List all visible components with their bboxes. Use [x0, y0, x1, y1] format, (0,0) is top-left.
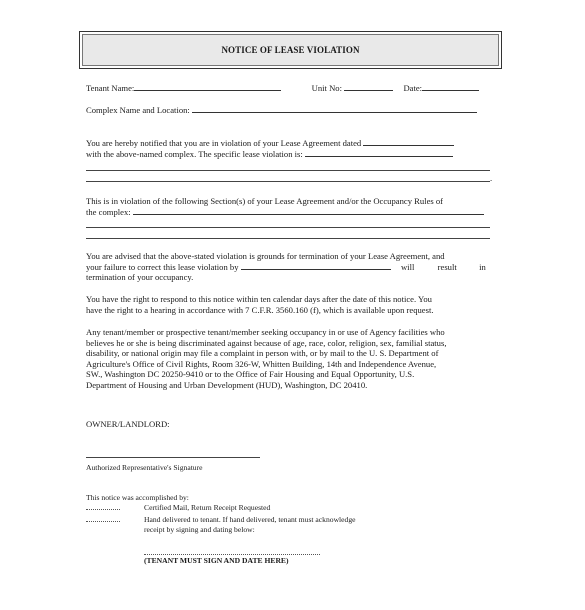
tenant-name-label: Tenant Name:: [86, 83, 135, 93]
respond-line-1: You have the right to respond to this notice within ten calendar days after the date of this notice. You: [86, 294, 432, 304]
discrimination-line-6: Department of Housing and Urban Development (HUD), Washington, DC 20410.: [86, 379, 368, 390]
hand-delivered-line-1: Hand delivered to tenant. If hand delivered, tenant must acknowledge: [144, 515, 356, 524]
tenant-info-row: [86, 83, 496, 94]
certified-mail-text: Certified Mail, Return Receipt Requested: [144, 503, 271, 512]
termination-word-in: in: [479, 261, 486, 272]
termination-line-2a: your failure to correct this lease violation by: [86, 261, 239, 272]
violation-line-2: with the above-named complex. The specific lease violation is:: [86, 148, 303, 159]
section-line-2: the complex:: [86, 206, 131, 217]
hand-delivered-option: [86, 514, 120, 525]
violation-field[interactable]: [305, 149, 453, 157]
tenant-sign-instruction: (TENANT MUST SIGN AND DATE HERE): [144, 556, 289, 565]
discrimination-paragraph: [86, 327, 496, 391]
violation-line-1: You are hereby notified that you are in violation of your Lease Agreement dated: [86, 138, 362, 148]
lease-date-field[interactable]: [363, 138, 454, 146]
section-rule-2[interactable]: [86, 238, 490, 239]
hand-delivered-line-2: receipt by signing and dating below:: [144, 524, 255, 534]
termination-paragraph: [86, 251, 496, 283]
right-to-respond-paragraph: [86, 294, 496, 315]
tenant-signature-line[interactable]: [144, 548, 320, 555]
discrimination-line-1: Any tenant/member or prospective tenant/member seeking occupancy in or use of Agency facilities who: [86, 327, 445, 337]
section-rule-1[interactable]: [86, 227, 490, 228]
hand-delivered-text: [144, 515, 404, 534]
discrimination-line-3: disability, or national origin may file a complaint in person with, or by mail to the U. S. Department of: [86, 348, 439, 359]
signature-label: Authorized Representative's Signature: [86, 463, 203, 472]
unit-no-field[interactable]: [344, 83, 393, 91]
certified-mail-checkline[interactable]: [86, 503, 120, 510]
title-box: [79, 31, 502, 69]
discrimination-line-5: SW., Washington DC 20250-9410 or to the Office of Fair Housing and Equal Opportunity, U.S.: [86, 369, 415, 380]
hand-delivered-checkline[interactable]: [86, 515, 120, 522]
respond-line-2: have the right to a hearing in accordance with 7 C.F.R. 3560.160 (f), which is available upon request.: [86, 304, 434, 315]
termination-word-will: will: [400, 261, 415, 272]
date-label: Date:: [403, 83, 423, 93]
complex-label: Complex Name and Location:: [86, 105, 190, 115]
tenant-name-field[interactable]: [134, 83, 281, 91]
accomplished-label: This notice was accomplished by:: [86, 493, 189, 502]
discrimination-line-4: Agriculture's Office of Civil Rights, Room 326-W, Whitten Building, 14th and Independence Avenue,: [86, 358, 437, 369]
termination-line-1: You are advised that the above-stated violation is grounds for termination of your Lease Agreement, and: [86, 251, 445, 261]
certified-mail-option: [86, 502, 120, 513]
violation-paragraph: [86, 138, 496, 159]
termination-line-3: termination of your occupancy.: [86, 272, 194, 283]
complex-row: [86, 105, 496, 116]
section-field[interactable]: [133, 207, 484, 215]
signature-line[interactable]: [86, 457, 260, 458]
unit-no-label: Unit No:: [311, 83, 342, 93]
termination-word-result: result: [437, 261, 457, 272]
violation-rule-1[interactable]: [86, 170, 490, 171]
discrimination-line-2: believes he or she is being discriminated against because of age, race, color, religion, sex, familial status,: [86, 337, 447, 348]
correct-by-field[interactable]: [241, 262, 391, 270]
owner-landlord-label: OWNER/LANDLORD:: [86, 419, 170, 429]
section-line-1: This is in violation of the following Section(s) of your Lease Agreement and/or the Occupancy Rules of: [86, 196, 444, 206]
document-title: NOTICE OF LEASE VIOLATION: [221, 44, 360, 55]
date-field[interactable]: [422, 83, 479, 91]
document-page: NOTICE OF LEASE VIOLATION Tenant Name: Unit No: Date: Complex Name and Location: You are hereby notified that you are in violation of your Lease Agreement dated with the above-named complex. The specific lease violation is: . This is in violation of the following Section(s) of your Lease Agreement and/or the Occupancy Rules of the complex: You are advised that the above-stated violation is grounds for termination of your Lease Agreement, and your failure to correct this lease violation by will result in termination of your occupancy. You have the right to respond to this notice within ten calendar days after the date of this notice. You have the right to a hearing in accordance with 7 C.F.R. 3560.160 (f), which is available upon request. Any tenant/member or prospective tenant/member seeking occupancy in or use of Agency facilities who believes he or she is being discriminated against because of age, race, color, religion, sex, familial status, disability, or national origin may file a complaint in person with, or by mail to the U. S. Department of Agriculture's Office of Civil Rights, Room 326-W, Whitten Building, 14th and Independence Avenue, SW., Washington DC 20250-9410 or to the Office of Fair Housing and Equal Opportunity, U.S. Department of Housing and Urban Development (HUD), Washington, DC 20410. OWNER/LANDLORD: Authorized Representative's Signature This notice was accomplished by: Certified Mail, Return Receipt Requested Hand delivered to tenant. If hand delivered, tenant must acknowledge receipt by signing and dating below: (TENANT MUST SIGN AND DATE HERE): [0, 0, 585, 610]
violation-rule-2[interactable]: [86, 181, 490, 182]
section-paragraph: [86, 196, 496, 217]
complex-field[interactable]: [192, 105, 477, 113]
title-band: [82, 34, 499, 66]
